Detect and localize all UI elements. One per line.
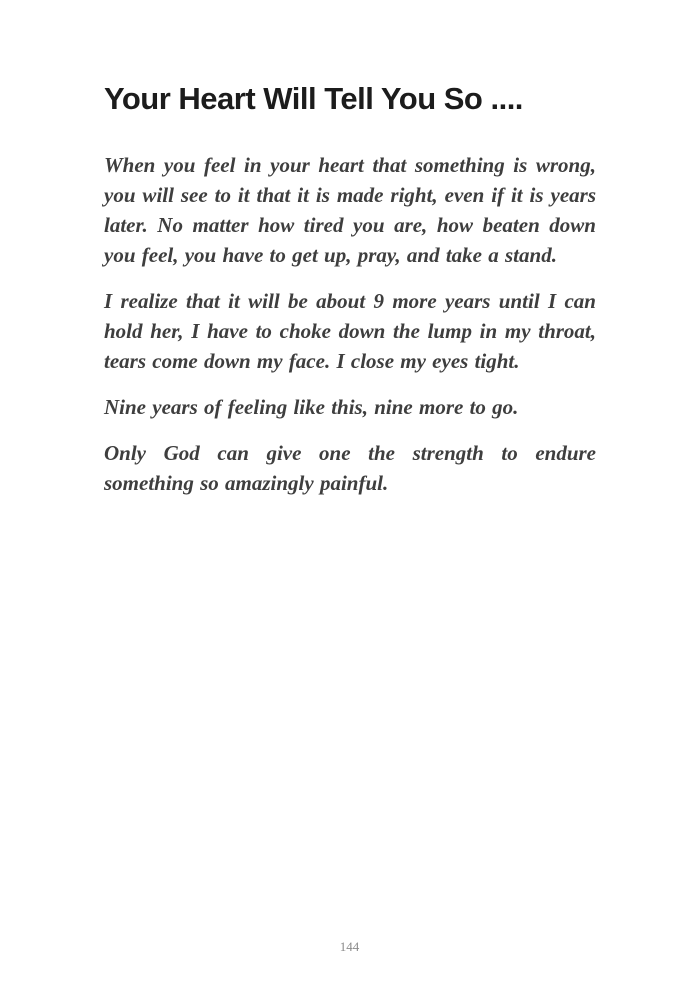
page-content	[104, 78, 596, 514]
page-footer	[0, 938, 699, 956]
body-paragraph: I realize that it will be about 9 more years until I can hold her, I have to choke down the lump in my throat, tears come down my face. I close my eyes tight.	[104, 289, 596, 373]
body-paragraph: Nine years of feeling like this, nine more to go.	[104, 395, 519, 419]
body-paragraph: Only God can give one the strength to endure something so amazingly painful.	[104, 441, 596, 495]
page-number: 144	[339, 939, 360, 954]
page-title: Your Heart Will Tell You So ....	[104, 81, 523, 116]
body-paragraph: When you feel in your heart that something is wrong, you will see to it that it is made right, even if it is years later. No matter how tired you are, how beaten down you feel, you have to get up, pray, and take a stand.	[104, 153, 596, 267]
body-text	[104, 150, 596, 498]
